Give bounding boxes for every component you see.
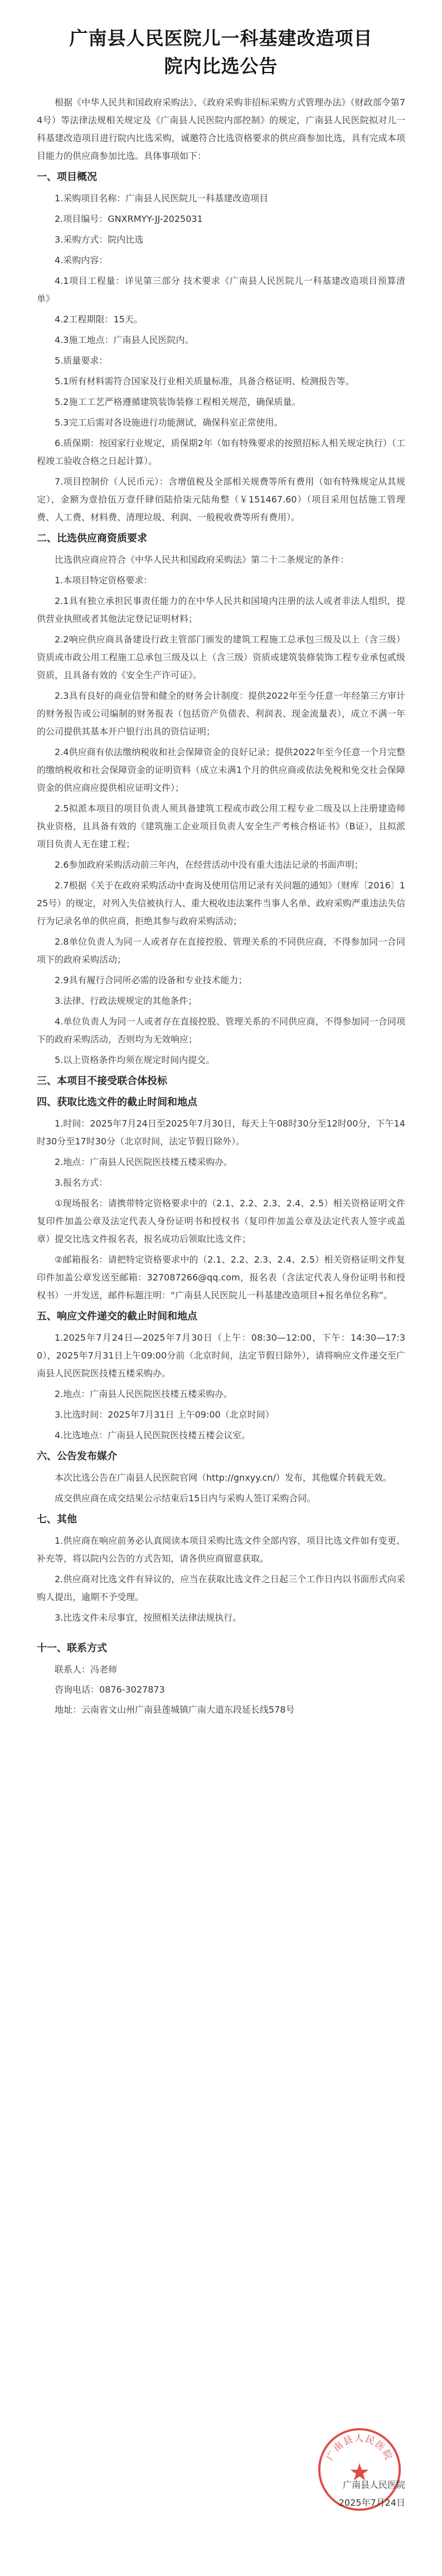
other-list [37,1532,405,1627]
footer-organization: 广南县人民医院 [342,2480,405,2490]
signature-block [260,2476,405,2512]
page-title-line1: 广南县人民医院儿一科基建改造项目 [69,27,373,49]
submit-paragraph: 2.地点：广南县人民医院医技楼五楼采购办。 [55,1389,233,1399]
qualification-paragraph: 2.6参加政府采购活动前三年内，在经营活动中没有重大违法记录的书面声明； [55,859,363,870]
seal-star-icon: ★ [348,2458,371,2487]
section-heading-no-consortium: 三、本项目不接受联合体投标 [37,1075,167,1087]
submit-paragraph: 1.2025年7月24日—2025年7月30日（上午：08:30—12:00，下午：14:30—17:30），2025年7月31日上午09:00分前（北京时间，法定节假日除外），请将响应文件递交至广南县人民医院医技楼五楼采购办。 [37,1332,405,1379]
other-paragraph: 2.供应商对比选文件有异议的，应当在获取比选文件之日起三个工作日内以书面形式向采购人提出，逾期不予受理。 [37,1574,405,1602]
overview-paragraph: 5.质量要求： [55,355,108,366]
overview-paragraph: 5.2施工工艺严格遵循建筑装饰装修工程相关规范，确保质量。 [55,397,301,407]
qualification-paragraph: 3.法律、行政法规规定的其他条件； [55,995,197,1006]
contact-address: 地址：云南省文山州广南县莲城镇广南大道东段延长线578号 [55,1704,295,1715]
qualification-paragraph: 1.本项目特定资格要求： [55,575,153,586]
media-paragraph: 成交供应商在成交结果公示结束后15日内与采购人签订采购合同。 [55,1493,316,1504]
overview-paragraph: 2.项目编号：GNXRMYY-JJ-2025031 [55,214,203,224]
contact-name: 联系人：冯老师 [55,1664,118,1675]
overview-paragraph: 4.采购内容： [55,255,108,265]
section-heading-submission: 五、响应文件递交的截止时间和地点 [37,1311,197,1322]
qualification-paragraph: 4.单位负责人为同一人或者存在直接控股、管理关系的不同供应商，不得参加同一合同项下的政府采购活动，否则均为无效响应； [37,1016,405,1045]
obtain-paragraph: 1.时间：2025年7月24日至2025年7月30日，每天上午08时30分至12时00分，下午14时30分至17时30分（北京时间，法定节假日除外）。 [37,1118,405,1147]
qualification-paragraph: 2.2响应供应商具备建设行政主管部门颁发的建筑工程施工总承包三级及以上（含三级）资质或市政公用工程施工总承包三级及以上（含三级）资质或建筑装修装饰工程专业承包贰级资质，且具备有效的《安全生产许可证》。 [37,634,405,680]
obtain-paragraph: 2.地点：广南县人民医院医技楼五楼采购办。 [55,1157,233,1167]
overview-paragraph: 6.质保期：按国家行业规定，质保期2年（如有特殊要求的按照招标人相关规定执行）（工程竣工验收合格之日起计算）。 [37,438,405,466]
overview-paragraph: 5.3完工后需对各设施进行功能测试，确保科室正常使用。 [55,417,283,428]
overview-paragraph: 4.3施工地点：广南县人民医院内。 [55,335,194,345]
qualification-paragraph: 5.以上资格条件均须在规定时间内提交。 [55,1055,215,1065]
section-heading-other: 七、其他 [37,1514,77,1525]
obtain-paragraph: ②邮箱报名：请把特定资格要求中的（2.1、2.2、2.3、2.4、2.5）相关资格证明文件复印件加盖公章发送至邮箱：327087266@qq.com，报名表（含法定代表人身份证明书和授权书）一并发送，邮件标题注明：“广南县人民医院儿一科基建改造项目+报名单位名称”。 [37,1254,405,1301]
qualification-paragraph: 比选供应商应符合《中华人民共和国政府采购法》第二十二条规定的条件： [55,554,349,565]
other-paragraph: 1.供应商在响应前务必认真阅读本项目采购比选文件全部内容，项目比选文件如有变更、补充等，将以院内公告的方式告知，请各供应商留意获取。 [37,1535,405,1564]
qualification-list [37,551,405,1069]
media-list [37,1469,405,1507]
qualification-paragraph: 2.7根据《关于在政府采购活动中查询及使用信用记录有关问题的通知》（财库〔2016〕125号）的规定，对列入失信被执行人、重大税收违法案件当事人名单、政府采购严重违法失信行为记录名单的供应商，拒绝其参与政府采购活动； [37,880,405,926]
page-title-line2: 院内比选公告 [164,55,278,77]
overview-paragraph: 4.1项目工程量：详见第三部分 技术要求《广南县人民医院儿一科基建改造项目预算清单》 [37,276,405,304]
intro-paragraph: 根据《中华人民共和国政府采购法》、《政府采购非招标采购方式管理办法》（财政部令第74号）等法律法规相关规定及《广南县人民医院内部控制》的规定，广南县人民医院拟对儿一科基建改造项目进行院内比选采购，诚邀符合比选资格要求的供应商参加比选，具有完成本项目能力的供应商参加比选。具体事项如下： [37,97,405,161]
footer-date: 2025年7月24日 [338,2497,405,2508]
qualification-paragraph: 2.9具有履行合同所必需的设备和专业技术能力； [55,975,247,985]
section-heading-qualification: 二、比选供应商资质要求 [37,533,147,544]
qualification-paragraph: 2.1具有独立承担民事责任能力的在中华人民共和国境内注册的法人或者非法人组织，提供营业执照或者其他法定登记证明材料； [37,596,405,624]
seal-arc-textpath: 广南县人民医院 [324,2433,395,2462]
obtain-paragraph: ①现场报名：请携带特定资格要求中的（2.1、2.2、2.3、2.4、2.5）相关资格证明文件复印件加盖公章及法定代表人身份证明书和授权书（复印件加盖公章及法定代表人签字或盖章）提交比选文件报名表，报名成功后领取比选文件； [37,1198,405,1244]
qualification-paragraph: 2.4供应商有依法缴纳税收和社会保障资金的良好记录；提供2022年至今任意一个月完整的缴纳税收和社会保障资金的证明资料（成立未满1个月的供应商或依法免税和免交社会保障资金的供应商应提供相应证明文件）； [37,747,405,793]
obtain-list [37,1115,405,1304]
overview-paragraph: 1.采购项目名称：广南县人民医院儿一科基建改造项目 [55,193,269,204]
submit-paragraph: 4.比选地点：广南县人民医院医技楼五楼会议室。 [55,1430,251,1441]
other-paragraph: 3.比选文件未尽事宜，按照相关法律法规执行。 [55,1612,242,1623]
submit-paragraph: 3.比选时间：2025年7月31日 上午09:00（北京时间） [55,1409,274,1420]
qualification-paragraph: 2.5拟派本项目的项目负责人须具备建筑工程或市政公用工程专业二级及以上注册建造师执业资格，且具备有效的《建筑施工企业项目负责人安全生产考核合格证书》（B证），且拟派项目负责人无在建工程； [37,803,405,849]
media-paragraph: 本次比选公告在广南县人民医院官网（http://gnxyy.cn/）发布，其他媒介转载无效。 [55,1472,392,1483]
overview-paragraph: 7.项目控制价（人民币元）：含增值税及全部相关规费等所有费用（如有特殊规定从其规定），金额为壹拾伍万壹仟肆佰陆拾柒元陆角整（￥151467.60）（项目采用包括施工管理费、人工费、材料费、清理垃圾、利润、一般税收费等所有费用）。 [37,476,405,523]
section-heading-overview: 一、项目概况 [37,171,97,183]
section-heading-obtain-documents: 四、获取比选文件的截止时间和地点 [37,1096,197,1108]
qualification-paragraph: 2.8单位负责人为同一人或者存在直接控股、管理关系的不同供应商，不得参加同一合同项下的政府采购活动； [37,936,405,965]
overview-paragraph: 3.采购方式：院内比选 [55,234,144,245]
overview-list [37,190,405,526]
contact-phone: 咨询电话：0876-3027873 [55,1684,165,1695]
obtain-paragraph: 3.报名方式： [55,1177,108,1188]
overview-paragraph: 5.1所有材料需符合国家及行业相关质量标准，具备合格证明、检测报告等。 [55,376,354,386]
section-heading-contact: 十一、联系方式 [37,1642,107,1654]
section-heading-media: 六、公告发布媒介 [37,1451,117,1462]
qualification-paragraph: 2.3具有良好的商业信誉和健全的财务会计制度：提供2022年至今任意一年经第三方审计的财务报告或公司编制的财务报表（包括资产负债表、利润表、现金流量表），成立不满一年的公司提供其基本开户银行出具的资信证明； [37,690,405,737]
submit-list [37,1329,405,1444]
overview-paragraph: 4.2工程期限：15天。 [55,314,143,325]
